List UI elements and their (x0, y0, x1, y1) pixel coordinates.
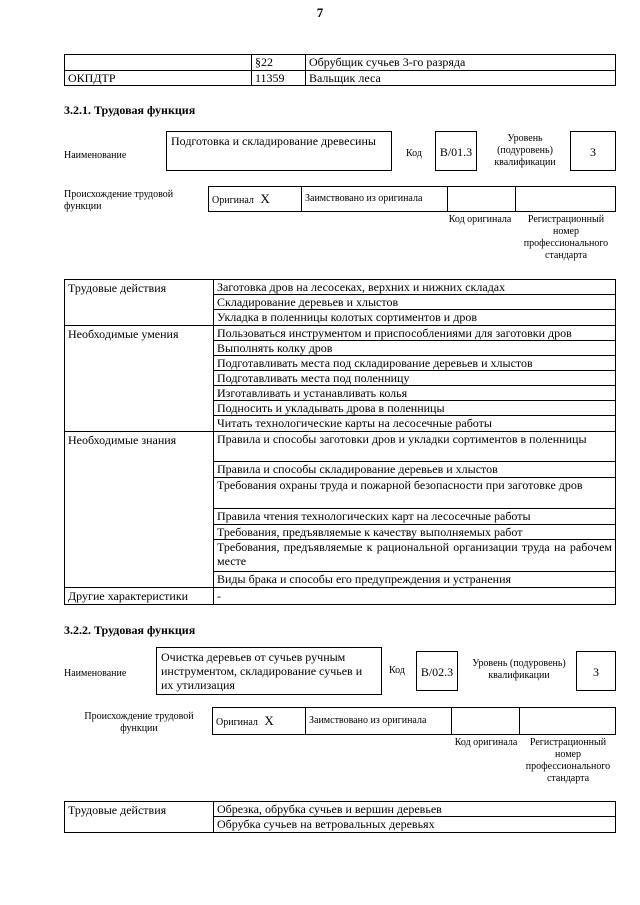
name-value: Очистка деревьев от сучьев ручным инструментом, складирование сучьев и их утилизация (156, 647, 382, 695)
top-table-cell: Вальщик леса (305, 71, 615, 86)
code-orig-label: Код оригинала (448, 214, 512, 225)
code-value: B/02.3 (416, 651, 458, 691)
section-title: 3.2.2. Трудовая функция (64, 623, 196, 637)
original-label: Оригинал (212, 195, 254, 206)
top-table (64, 54, 616, 86)
origin-label: Происхождение трудовой функции (64, 189, 174, 212)
original-mark: X (264, 713, 274, 728)
top-table-cell: §22 (251, 55, 305, 71)
origin-table (208, 186, 616, 212)
skill-item: Читать технологические карты на лесосечные работы (214, 416, 615, 432)
origin-code-cell (447, 187, 515, 211)
skill-item: Выполнять колку дров (214, 341, 615, 356)
code-label: Код (406, 148, 422, 159)
skill-item: Изготавливать и устанавливать колья (214, 386, 615, 401)
actions-label: Трудовые действия (65, 280, 213, 326)
original-cell (213, 715, 305, 729)
knowledge-item: Требования охраны труда и пожарной безопасности при заготовке дров (214, 478, 615, 509)
skill-item: Подносить и укладывать дрова в поленницы (214, 401, 615, 416)
name-label: Наименование (64, 150, 127, 161)
code-label: Код (389, 665, 405, 676)
borrowed-label: Заимствовано из оригинала (301, 187, 447, 211)
knowledge-item: Виды брака и способы его предупреждения и устранения (214, 572, 615, 588)
level-label: Уровень (подуровень) квалификации (494, 133, 556, 168)
knowledge-item: Требования, предъявляемые к качеству выполняемых работ (214, 525, 615, 540)
knowledge-item: Правила чтения технологических карт на лесосечные работы (214, 509, 615, 525)
reg-label: Регистрационный номер профессионального стандарта (523, 214, 609, 261)
name-label: Наименование (64, 668, 127, 679)
top-table-cell (65, 55, 251, 71)
skill-item: Пользоваться инструментом и приспособлениями для заготовки дров (214, 326, 615, 341)
original-cell (209, 193, 301, 207)
origin-label: Происхождение трудовой функции (84, 711, 194, 734)
original-label: Оригинал (216, 717, 258, 728)
actions-label: Трудовые действия (68, 803, 167, 817)
borrowed-label: Заимствовано из оригинала (305, 708, 451, 734)
top-table-cell: Обрубщик сучьев 3-го разряда (305, 55, 615, 71)
function-table-1 (64, 279, 616, 605)
other-label: Другие характеристики (68, 589, 189, 603)
level-label: Уровень (подуровень) квалификации (472, 658, 566, 681)
origin-reg-cell (515, 187, 615, 211)
knowledge-item: Требования, предъявляемые к рациональной организации труда на рабочем месте (214, 540, 615, 572)
action-item: Укладка в поленницы колотых сортиментов и дров (214, 310, 615, 326)
code-orig-label: Код оригинала (454, 737, 518, 748)
action-item: Обрубка сучьев на ветровальных деревьях (217, 817, 435, 831)
name-value: Подготовка и складирование древесины (166, 131, 392, 171)
skill-item: Подготавливать места под складирование деревьев и хлыстов (214, 356, 615, 371)
action-item: Обрезка, обрубка сучьев и вершин деревьев (214, 802, 615, 817)
other-value: - (217, 589, 221, 603)
top-table-cell: ОКПДТР (68, 71, 116, 85)
page-number: 7 (316, 5, 324, 20)
knowledge-item: Правила и способы заготовки дров и укладки сортиментов в поленницы (214, 432, 615, 462)
origin-table (212, 707, 616, 735)
origin-reg-cell (519, 708, 615, 734)
level-value: 3 (570, 131, 616, 171)
reg-label: Регистрационный номер профессионального стандарта (525, 737, 611, 784)
original-mark: X (260, 191, 270, 206)
section-title: 3.2.1. Трудовая функция (64, 103, 196, 117)
origin-code-cell (451, 708, 519, 734)
top-table-cell: 11359 (251, 71, 305, 86)
code-value: B/01.3 (435, 131, 477, 171)
skills-label: Необходимые умения (65, 326, 213, 432)
action-item: Складирование деревьев и хлыстов (214, 295, 615, 310)
skill-item: Подготавливать места под поленницу (214, 371, 615, 386)
function-table-2 (64, 801, 616, 833)
knowledge-label: Необходимые знания (65, 432, 213, 588)
level-value: 3 (576, 651, 616, 691)
knowledge-item: Правила и способы складирование деревьев и хлыстов (214, 462, 615, 478)
action-item: Заготовка дров на лесосеках, верхних и нижних складах (214, 280, 615, 295)
